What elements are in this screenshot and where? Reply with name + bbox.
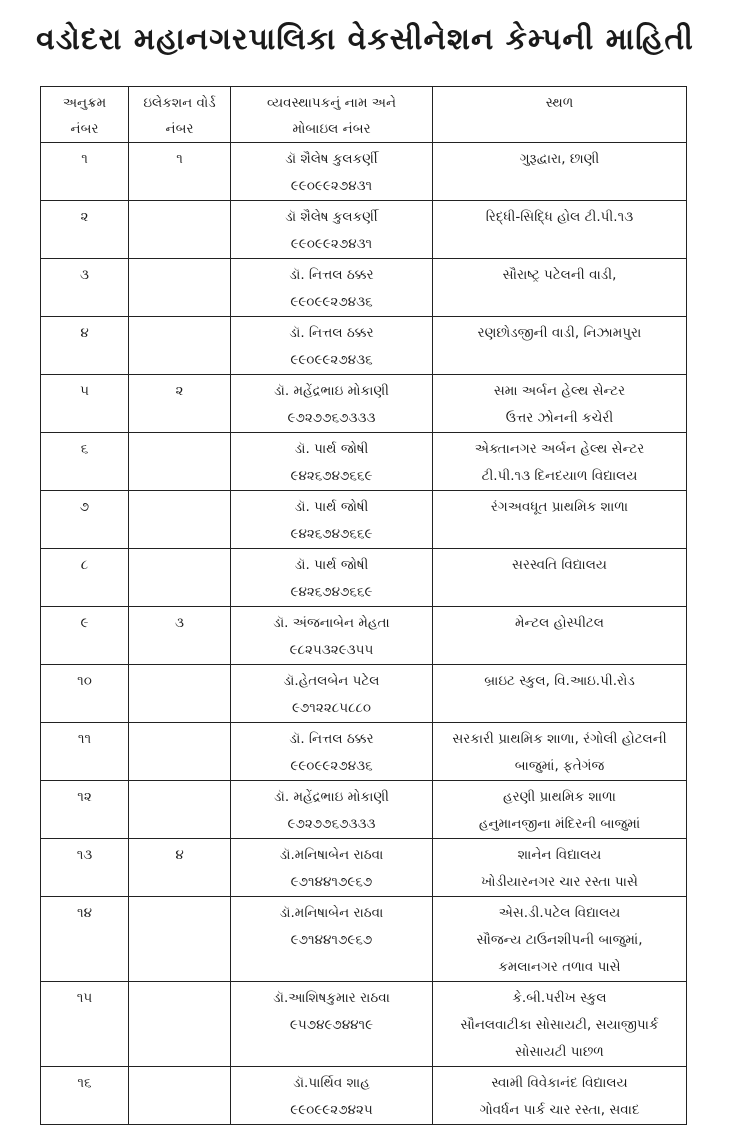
place-line: ઉત્તર ઝોનની કચેરી <box>505 410 614 426</box>
ward-number: ૨ <box>175 383 184 399</box>
place-line: કે.બી.પરીખ સ્કુલ <box>512 990 607 1006</box>
serial-number: ૧૦ <box>77 673 92 689</box>
organizer-name: ડૉ. નિત્તલ ઠક્કર <box>289 731 374 747</box>
header-ward-line-2: નંબર <box>165 121 194 137</box>
organizer-cell <box>231 143 433 201</box>
header-organizer-line-1: વ્યવસ્થાપકનું નામ અને <box>266 95 397 111</box>
serial-number: ૭ <box>79 499 90 515</box>
organizer-name: ડૉ. પાર્થ જોષી <box>294 499 369 515</box>
place-cell <box>433 665 687 723</box>
organizer-mobile: ૯૮૨૫૩૨૯૩૫૫ <box>289 642 374 658</box>
organizer-name: ડૉ.મનિષાબેન રાઠવા <box>279 905 384 921</box>
table-row <box>41 549 687 607</box>
organizer-name: ડૉ.મનિષાબેન રાઠવા <box>279 847 384 863</box>
organizer-mobile: ૯૭૧૨૨૮૫૮૮૦ <box>291 700 372 716</box>
organizer-name: ડૉ શૈલેષ કુલકર્ણી <box>285 209 378 225</box>
place-line: બ્રાઇટ સ્કુલ, વિ.આઇ.પી.રોડ <box>484 673 635 689</box>
ward-cell <box>129 897 231 982</box>
place-line: સૌજન્ય ટાઉનશીપની બાજુમાં, <box>476 932 643 948</box>
organizer-mobile: ૯૯૦૯૯૨૭૪૩૬ <box>290 758 373 774</box>
organizer-mobile: ૯૯૦૯૯૨૭૪૩૬ <box>290 294 373 310</box>
place-line: એક્તાનગર અર્બન હેલ્થ સેન્ટર <box>474 441 645 457</box>
table-row <box>41 491 687 549</box>
place-cell <box>433 201 687 259</box>
organizer-cell <box>231 781 433 839</box>
serial-cell <box>41 317 129 375</box>
organizer-name: ડૉ.પાર્થિવ શાહ <box>293 1075 370 1091</box>
table-row <box>41 1067 687 1125</box>
place-cell <box>433 897 687 982</box>
header-organizer <box>231 87 433 143</box>
place-cell <box>433 143 687 201</box>
serial-number: ૯ <box>80 615 89 631</box>
serial-number: ૬ <box>80 441 89 457</box>
place-line: સૌરાષ્ટ્ર પટેલની વાડી, <box>502 267 617 283</box>
document-title: વડોદરા મહાનગરપાલિકા વેકસીનેશન કેમ્પની માહિતી <box>36 22 694 57</box>
organizer-mobile: ૯૯૦૯૯૨૭૪૩૧ <box>290 236 373 252</box>
place-line: સરકારી પ્રાથમિક શાળા, રંગોલી હોટલની <box>452 731 667 747</box>
place-line: ખોડીયારનગર ચાર રસ્તા પાસે <box>481 874 638 890</box>
organizer-name: ડૉ. પાર્થ જોષી <box>294 557 369 573</box>
ward-number: ૧ <box>176 151 183 167</box>
serial-number: ૧૩ <box>76 847 93 863</box>
organizer-cell <box>231 201 433 259</box>
place-line: રણછોડજીની વાડી, નિઝામપુરા <box>477 325 642 341</box>
place-line: એસ.ડી.પટેલ વિદ્યાલય <box>498 905 621 921</box>
organizer-name: ડૉ.હેતલબેન પટેલ <box>283 673 380 689</box>
ward-cell <box>129 375 231 433</box>
place-line: રંગઅવધૂત પ્રાથમિક શાળા <box>490 499 629 515</box>
organizer-mobile: ૯૭૧૪૪૧૭૯૬૭ <box>290 874 373 890</box>
table-row <box>41 781 687 839</box>
serial-number: ૩ <box>80 267 89 283</box>
place-cell <box>433 781 687 839</box>
table-row <box>41 665 687 723</box>
place-cell <box>433 317 687 375</box>
organizer-cell <box>231 665 433 723</box>
table-row <box>41 143 687 201</box>
serial-number: ૧૪ <box>77 905 92 921</box>
serial-cell <box>41 982 129 1067</box>
place-line: ગુરૂદ્વારા, છાણી <box>519 151 600 167</box>
place-line: ગોવર્ધન પાર્ક ચાર રસ્તા, સવાદ <box>479 1102 640 1118</box>
place-line: સરસ્વતિ વિદ્યાલય <box>512 557 607 573</box>
serial-cell <box>41 781 129 839</box>
ward-cell <box>129 723 231 781</box>
ward-cell <box>129 781 231 839</box>
serial-number: ૧૨ <box>77 789 92 805</box>
serial-number: ૪ <box>80 325 89 341</box>
organizer-mobile: ૯૭૧૪૪૧૭૯૬૭ <box>290 932 373 948</box>
place-cell <box>433 1067 687 1125</box>
header-ward-line-1: ઇલેકશન વોર્ડ <box>143 95 216 111</box>
serial-number: ૧૬ <box>77 1075 92 1091</box>
organizer-cell <box>231 1067 433 1125</box>
organizer-name: ડૉ.આશિષકુમાર રાઠવા <box>273 990 390 1006</box>
organizer-cell <box>231 259 433 317</box>
ward-cell <box>129 259 231 317</box>
organizer-name: ડૉ. નિત્તલ ઠક્કર <box>289 267 374 283</box>
organizer-mobile: ૯૫૭૪૯૭૪૪૧૯ <box>289 1017 374 1033</box>
organizer-name: ડૉ. નિત્તલ ઠક્કર <box>289 325 374 341</box>
serial-number: ૫ <box>80 383 89 399</box>
serial-number: ૮ <box>80 557 89 573</box>
organizer-cell <box>231 491 433 549</box>
place-line: બાજુમાં, ફતેગંજ <box>514 758 605 774</box>
organizer-cell <box>231 549 433 607</box>
organizer-cell <box>231 982 433 1067</box>
table-row <box>41 607 687 665</box>
organizer-mobile: ૯૪૨૬૭૪૭૬૬૯ <box>290 584 373 600</box>
organizer-cell <box>231 839 433 897</box>
organizer-mobile: ૯૯૦૯૯૨૭૪૩૧ <box>290 178 373 194</box>
place-cell <box>433 259 687 317</box>
table-header-row <box>41 87 687 143</box>
place-cell <box>433 723 687 781</box>
place-cell <box>433 549 687 607</box>
table-row <box>41 317 687 375</box>
place-line: સૌનલવાટીકા સોસાયટી, સયાજીપાર્ક <box>460 1017 659 1033</box>
table-row <box>41 839 687 897</box>
table-row <box>41 723 687 781</box>
organizer-mobile: ૯૪૨૬૭૪૭૬૬૯ <box>290 468 373 484</box>
serial-number: ૧૫ <box>76 990 93 1006</box>
header-place <box>433 87 687 143</box>
organizer-name: ડૉ. અંજનાબેન મેહતા <box>273 615 390 631</box>
serial-cell <box>41 723 129 781</box>
table-row <box>41 982 687 1067</box>
place-line: કમલાનગર તળાવ પાસે <box>498 959 621 975</box>
organizer-mobile: ૯૭૨૭૭૬૭૩૩૩ <box>287 816 376 832</box>
organizer-mobile: ૯૯૦૯૯૨૭૪૨૫ <box>290 1102 373 1118</box>
table-row <box>41 259 687 317</box>
serial-cell <box>41 433 129 491</box>
place-line: રિદ્ધી-સિદ્ધિ હોલ ટી.પી.૧૩ <box>485 209 634 225</box>
ward-cell <box>129 491 231 549</box>
place-line: મેન્ટલ હોસ્પીટલ <box>515 615 604 631</box>
table-row <box>41 897 687 982</box>
ward-number: ૪ <box>175 847 184 863</box>
ward-cell <box>129 433 231 491</box>
header-place-line-1: સ્થળ <box>545 95 574 111</box>
ward-cell <box>129 665 231 723</box>
place-cell <box>433 607 687 665</box>
serial-cell <box>41 1067 129 1125</box>
organizer-cell <box>231 897 433 982</box>
ward-cell <box>129 839 231 897</box>
header-serial-line-1: અનુક્રમ <box>62 95 107 111</box>
serial-cell <box>41 607 129 665</box>
organizer-name: ડૉ. મહેંદ્રભાઇ મોકાણી <box>273 789 390 805</box>
serial-cell <box>41 143 129 201</box>
organizer-mobile: ૯૯૦૯૯૨૭૪૩૬ <box>290 352 373 368</box>
serial-cell <box>41 665 129 723</box>
place-line: સમા અર્બન હેલ્થ સેન્ટર <box>493 383 626 399</box>
place-cell <box>433 433 687 491</box>
table-row <box>41 433 687 491</box>
place-line: સ્વામી વિવેકાનંદ વિદ્યાલય <box>491 1075 628 1091</box>
place-line: સોસાયટી પાછળ <box>515 1044 604 1060</box>
place-line: શાનેન વિદ્યાલય <box>517 847 602 863</box>
serial-number: ૧ <box>81 151 88 167</box>
place-cell <box>433 982 687 1067</box>
ward-cell <box>129 143 231 201</box>
header-ward <box>129 87 231 143</box>
organizer-name: ડૉ શૈલેષ કુલકર્ણી <box>285 151 378 167</box>
serial-cell <box>41 201 129 259</box>
header-serial-line-2: નંબર <box>70 121 99 137</box>
ward-cell <box>129 982 231 1067</box>
place-cell <box>433 491 687 549</box>
header-serial <box>41 87 129 143</box>
header-organizer-line-2: મોબાઇલ નંબર <box>292 121 371 137</box>
serial-cell <box>41 375 129 433</box>
ward-cell <box>129 549 231 607</box>
vaccination-camp-table <box>40 86 687 1125</box>
ward-cell <box>129 607 231 665</box>
ward-cell <box>129 201 231 259</box>
place-cell <box>433 839 687 897</box>
organizer-mobile: ૯૪૨૬૭૪૭૬૬૯ <box>290 526 373 542</box>
place-cell <box>433 375 687 433</box>
organizer-cell <box>231 607 433 665</box>
ward-cell <box>129 317 231 375</box>
ward-cell <box>129 1067 231 1125</box>
serial-cell <box>41 897 129 982</box>
serial-number: ૧૧ <box>77 731 92 747</box>
place-line: ટી.પી.૧૩ દિનદયાળ વિદ્યાલય <box>481 468 638 484</box>
place-line: હનુમાનજીના મંદિરની બાજુમાં <box>478 816 641 832</box>
organizer-cell <box>231 317 433 375</box>
organizer-cell <box>231 433 433 491</box>
organizer-cell <box>231 375 433 433</box>
organizer-mobile: ૯૭૨૭૭૬૭૩૩૩ <box>287 410 376 426</box>
place-line: હરણી પ્રાથમિક શાળા <box>503 789 616 805</box>
serial-cell <box>41 839 129 897</box>
table-row <box>41 375 687 433</box>
organizer-cell <box>231 723 433 781</box>
serial-number: ૨ <box>80 209 89 225</box>
serial-cell <box>41 549 129 607</box>
ward-number: ૩ <box>175 615 184 631</box>
organizer-name: ડૉ. મહેંદ્રભાઇ મોકાણી <box>273 383 390 399</box>
serial-cell <box>41 259 129 317</box>
serial-cell <box>41 491 129 549</box>
organizer-name: ડૉ. પાર્થ જોષી <box>294 441 369 457</box>
table-row <box>41 201 687 259</box>
